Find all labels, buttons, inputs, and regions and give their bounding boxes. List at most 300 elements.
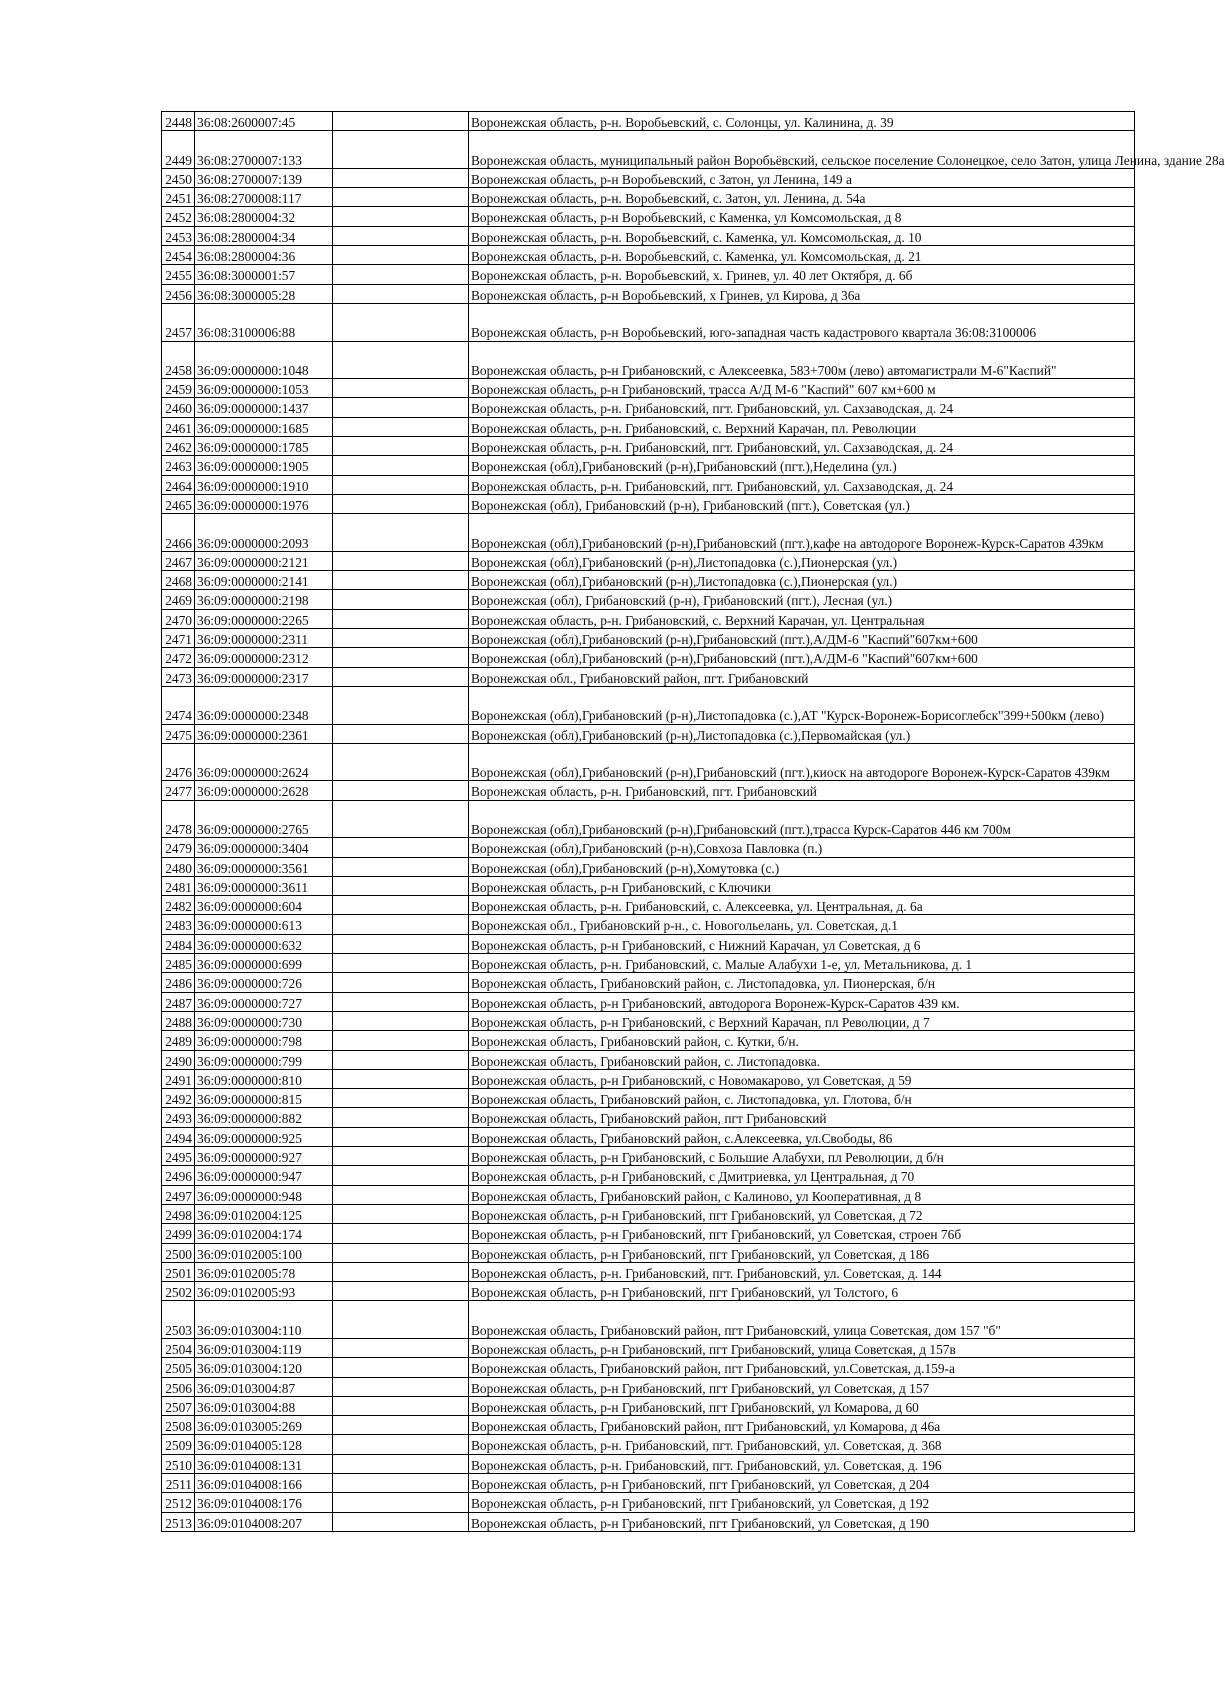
address-cell: Воронежская область, р-н. Грибановский, с. Верхний Карачан, ул. Центральная (469, 609, 1135, 628)
empty-cell (333, 1493, 469, 1512)
row-number: 2463 (162, 456, 195, 475)
address-cell: Воронежская область, р-н Грибановский, с Дмитриевка, ул Центральная, д 70 (469, 1166, 1135, 1185)
address-cell: Воронежская область, р-н. Грибановский, с. Малые Алабухи 1-е, ул. Метальникова, д. 1 (469, 954, 1135, 973)
table-row (162, 1089, 1135, 1108)
table-row (162, 1416, 1135, 1435)
cadastral-number: 36:09:0000000:2141 (195, 571, 333, 590)
cadastral-number: 36:09:0104005:128 (195, 1435, 333, 1454)
row-number: 2479 (162, 838, 195, 857)
table-row (162, 954, 1135, 973)
row-number: 2501 (162, 1262, 195, 1281)
row-number: 2488 (162, 1011, 195, 1030)
table-row (162, 514, 1135, 552)
empty-cell (333, 456, 469, 475)
empty-cell (333, 571, 469, 590)
empty-cell (333, 896, 469, 915)
address-cell: Воронежская (обл),Грибановский (р-н),Совхоза Павловка (п.) (469, 838, 1135, 857)
row-number: 2512 (162, 1493, 195, 1512)
table-row (162, 800, 1135, 838)
row-number: 2475 (162, 724, 195, 743)
registry-table-body (162, 112, 1225, 1532)
empty-cell (333, 341, 469, 379)
row-number: 2482 (162, 896, 195, 915)
cadastral-number: 36:08:2600007:45 (195, 112, 333, 131)
address-cell: Воронежская область, р-н Грибановский, пгт Грибановский, ул Советская, д 204 (469, 1474, 1135, 1493)
table-row (162, 1454, 1135, 1473)
empty-cell (333, 648, 469, 667)
empty-cell (333, 131, 469, 169)
empty-cell (333, 1224, 469, 1243)
table-row (162, 112, 1135, 131)
table-row (162, 379, 1135, 398)
row-number: 2499 (162, 1224, 195, 1243)
empty-cell (333, 168, 469, 187)
row-number: 2496 (162, 1166, 195, 1185)
table-row (162, 1262, 1135, 1281)
address-cell: Воронежская область, р-н. Воробьевский, х. Гринев, ул. 40 лет Октября, д. 6б (469, 265, 1135, 284)
table-row (162, 896, 1135, 915)
row-number: 2448 (162, 112, 195, 131)
row-number: 2502 (162, 1282, 195, 1301)
empty-cell (333, 246, 469, 265)
row-number: 2472 (162, 648, 195, 667)
address-cell: Воронежская область, р-н Грибановский, трасса А/Д М-6 "Каспий" 607 км+600 м (469, 379, 1135, 398)
cadastral-number: 36:09:0102005:100 (195, 1243, 333, 1262)
address-cell: Воронежская (обл),Грибановский (р-н),Листопадовка (с.),Пионерская (ул.) (469, 571, 1135, 590)
cadastral-number: 36:09:0000000:2312 (195, 648, 333, 667)
table-row (162, 494, 1135, 513)
address-cell: Воронежская область, р-н Грибановский, с Алексеевка, 583+700м (лево) автомагистрали М-6"Каспий" (469, 341, 1135, 379)
row-number: 2452 (162, 207, 195, 226)
row-number: 2471 (162, 629, 195, 648)
cadastral-number: 36:09:0102004:174 (195, 1224, 333, 1243)
address-cell: Воронежская область, р-н Грибановский, пгт Грибановский, ул Советская, д 190 (469, 1512, 1135, 1531)
cadastral-number: 36:09:0000000:3404 (195, 838, 333, 857)
address-cell: Воронежская (обл),Грибановский (р-н),Грибановский (пгт.),трасса Курск-Саратов 446 км 700м (469, 800, 1135, 838)
table-row (162, 1512, 1135, 1531)
table-row (162, 1282, 1135, 1301)
row-number: 2458 (162, 341, 195, 379)
cadastral-number: 36:09:0104008:166 (195, 1474, 333, 1493)
table-row (162, 838, 1135, 857)
row-number: 2465 (162, 494, 195, 513)
empty-cell (333, 226, 469, 245)
row-number: 2457 (162, 303, 195, 341)
cadastral-number: 36:09:0000000:730 (195, 1011, 333, 1030)
row-number: 2462 (162, 437, 195, 456)
cadastral-number: 36:09:0102004:125 (195, 1204, 333, 1223)
table-row (162, 934, 1135, 953)
row-number: 2480 (162, 857, 195, 876)
cadastral-number: 36:09:0000000:604 (195, 896, 333, 915)
row-number: 2453 (162, 226, 195, 245)
empty-cell (333, 1416, 469, 1435)
cadastral-number: 36:09:0000000:882 (195, 1108, 333, 1127)
empty-cell (333, 551, 469, 570)
cadastral-number: 36:09:0000000:2317 (195, 667, 333, 686)
cadastral-number: 36:08:2700008:117 (195, 188, 333, 207)
cadastral-number: 36:09:0103004:110 (195, 1301, 333, 1339)
table-row (162, 667, 1135, 686)
row-number: 2474 (162, 686, 195, 724)
table-row (162, 475, 1135, 494)
table-row (162, 724, 1135, 743)
empty-cell (333, 973, 469, 992)
table-row (162, 456, 1135, 475)
address-cell: Воронежская область, р-н. Грибановский, пгт. Грибановский, ул. Сахзаводская, д. 24 (469, 475, 1135, 494)
empty-cell (333, 1474, 469, 1493)
cadastral-number: 36:09:0000000:3611 (195, 876, 333, 895)
table-row (162, 1204, 1135, 1223)
empty-cell (333, 800, 469, 838)
cadastral-number: 36:08:2800004:34 (195, 226, 333, 245)
table-row (162, 1011, 1135, 1030)
address-cell: Воронежская область, р-н. Грибановский, пгт. Грибановский, ул. Сахзаводская, д. 24 (469, 398, 1135, 417)
row-number: 2460 (162, 398, 195, 417)
cadastral-number: 36:09:0000000:1905 (195, 456, 333, 475)
empty-cell (333, 1435, 469, 1454)
table-row (162, 1147, 1135, 1166)
empty-cell (333, 437, 469, 456)
table-row (162, 1166, 1135, 1185)
address-cell: Воронежская область, р-н Грибановский, пгт Грибановский, ул Советская, д 157 (469, 1377, 1135, 1396)
row-number: 2481 (162, 876, 195, 895)
table-row (162, 1050, 1135, 1069)
cadastral-number: 36:09:0000000:2628 (195, 781, 333, 800)
address-cell: Воронежская область, Грибановский район, с.Алексеевка, ул.Свободы, 86 (469, 1127, 1135, 1146)
address-cell: Воронежская (обл),Грибановский (р-н),Грибановский (пгт.),А/ДМ-6 "Каспий"607км+600 (469, 648, 1135, 667)
cadastral-number: 36:08:3000001:57 (195, 265, 333, 284)
row-number: 2503 (162, 1301, 195, 1339)
address-cell: Воронежская область, Грибановский район, пгт Грибановский (469, 1108, 1135, 1127)
empty-cell (333, 207, 469, 226)
empty-cell (333, 686, 469, 724)
address-cell: Воронежская (обл),Грибановский (р-н),Грибановский (пгт.),Неделина (ул.) (469, 456, 1135, 475)
cadastral-number: 36:09:0000000:2765 (195, 800, 333, 838)
cadastral-number: 36:09:0000000:927 (195, 1147, 333, 1166)
row-number: 2466 (162, 514, 195, 552)
row-number: 2497 (162, 1185, 195, 1204)
row-number: 2508 (162, 1416, 195, 1435)
row-number: 2493 (162, 1108, 195, 1127)
table-row (162, 188, 1135, 207)
table-row (162, 551, 1135, 570)
cadastral-number: 36:09:0000000:948 (195, 1185, 333, 1204)
table-row (162, 743, 1135, 781)
row-number: 2484 (162, 934, 195, 953)
cadastral-number: 36:09:0000000:799 (195, 1050, 333, 1069)
row-number: 2450 (162, 168, 195, 187)
row-number: 2483 (162, 915, 195, 934)
address-cell: Воронежская область, р-н. Грибановский, пгт. Грибановский, ул. Сахзаводская, д. 24 (469, 437, 1135, 456)
row-number: 2513 (162, 1512, 195, 1531)
row-number: 2468 (162, 571, 195, 590)
cadastral-number: 36:09:0000000:947 (195, 1166, 333, 1185)
row-number: 2476 (162, 743, 195, 781)
row-number: 2487 (162, 992, 195, 1011)
address-cell: Воронежская (обл), Грибановский (р-н), Грибановский (пгт.), Советская (ул.) (469, 494, 1135, 513)
cadastral-number: 36:09:0104008:207 (195, 1512, 333, 1531)
empty-cell (333, 1339, 469, 1358)
empty-cell (333, 724, 469, 743)
empty-cell (333, 629, 469, 648)
address-cell: Воронежская область, р-н Грибановский, пгт Грибановский, ул Советская, д 186 (469, 1243, 1135, 1262)
row-number: 2464 (162, 475, 195, 494)
cadastral-number: 36:09:0000000:727 (195, 992, 333, 1011)
table-row (162, 609, 1135, 628)
table-row (162, 1243, 1135, 1262)
table-row (162, 1224, 1135, 1243)
empty-cell (333, 475, 469, 494)
row-number: 2485 (162, 954, 195, 973)
cadastral-number: 36:08:2800004:36 (195, 246, 333, 265)
table-row (162, 1301, 1135, 1339)
table-row (162, 398, 1135, 417)
table-row (162, 207, 1135, 226)
address-cell: Воронежская область, р-н Грибановский, пгт Грибановский, ул Толстого, 6 (469, 1282, 1135, 1301)
row-number: 2505 (162, 1358, 195, 1377)
empty-cell (333, 1301, 469, 1339)
empty-cell (333, 1031, 469, 1050)
address-cell: Воронежская область, р-н. Грибановский, с. Верхний Карачан, пл. Революции (469, 417, 1135, 436)
cadastral-number: 36:09:0000000:3561 (195, 857, 333, 876)
empty-cell (333, 265, 469, 284)
cadastral-number: 36:08:2700007:139 (195, 168, 333, 187)
cadastral-number: 36:09:0000000:810 (195, 1069, 333, 1088)
empty-cell (333, 1069, 469, 1088)
table-row (162, 246, 1135, 265)
empty-cell (333, 743, 469, 781)
row-number: 2504 (162, 1339, 195, 1358)
row-number: 2495 (162, 1147, 195, 1166)
cadastral-number: 36:09:0000000:2121 (195, 551, 333, 570)
cadastral-number: 36:09:0000000:2093 (195, 514, 333, 552)
empty-cell (333, 1166, 469, 1185)
row-number: 2461 (162, 417, 195, 436)
empty-cell (333, 1204, 469, 1223)
cadastral-number: 36:09:0104008:131 (195, 1454, 333, 1473)
cadastral-number: 36:09:0000000:925 (195, 1127, 333, 1146)
table-row (162, 1069, 1135, 1088)
cadastral-number: 36:09:0000000:2361 (195, 724, 333, 743)
address-cell: Воронежская (обл),Грибановский (р-н),Листопадовка (с.),Первомайская (ул.) (469, 724, 1135, 743)
address-cell: Воронежская область, Грибановский район, пгт Грибановский, ул.Советская, д.159-а (469, 1358, 1135, 1377)
address-cell: Воронежская (обл),Грибановский (р-н),Листопадовка (с.),Пионерская (ул.) (469, 551, 1135, 570)
cadastral-number: 36:09:0103004:120 (195, 1358, 333, 1377)
cadastral-number: 36:09:0000000:2311 (195, 629, 333, 648)
table-row (162, 876, 1135, 895)
empty-cell (333, 915, 469, 934)
empty-cell (333, 934, 469, 953)
cadastral-number: 36:09:0000000:613 (195, 915, 333, 934)
table-row (162, 1493, 1135, 1512)
address-cell: Воронежская область, р-н. Воробьевский, с. Каменка, ул. Комсомольская, д. 10 (469, 226, 1135, 245)
table-row (162, 341, 1135, 379)
address-cell: Воронежская область, р-н Грибановский, с Ключики (469, 876, 1135, 895)
address-cell: Воронежская область, р-н. Грибановский, с. Алексеевка, ул. Центральная, д. 6а (469, 896, 1135, 915)
empty-cell (333, 1282, 469, 1301)
table-row (162, 1396, 1135, 1415)
cadastral-number: 36:09:0104008:176 (195, 1493, 333, 1512)
cadastral-number: 36:09:0000000:699 (195, 954, 333, 973)
address-cell: Воронежская область, р-н Грибановский, пгт Грибановский, ул Советская, д 72 (469, 1204, 1135, 1223)
address-cell: Воронежская область, р-н. Воробьевский, с. Затон, ул. Ленина, д. 54а (469, 188, 1135, 207)
row-number: 2510 (162, 1454, 195, 1473)
address-cell: Воронежская область, р-н Грибановский, пгт Грибановский, ул Советская, д 192 (469, 1493, 1135, 1512)
table-row (162, 168, 1135, 187)
address-cell: Воронежская (обл),Грибановский (р-н),Грибановский (пгт.),киоск на автодороге Воронеж-Курск-Саратов 439км (469, 743, 1135, 781)
row-number: 2498 (162, 1204, 195, 1223)
cadastral-number: 36:08:3000005:28 (195, 284, 333, 303)
row-number: 2491 (162, 1069, 195, 1088)
row-number: 2455 (162, 265, 195, 284)
empty-cell (333, 1512, 469, 1531)
table-row (162, 1435, 1135, 1454)
empty-cell (333, 838, 469, 857)
empty-cell (333, 494, 469, 513)
empty-cell (333, 1396, 469, 1415)
address-cell: Воронежская область, Грибановский район, с. Листопадовка, ул. Глотова, б/н (469, 1089, 1135, 1108)
table-row (162, 629, 1135, 648)
row-number: 2449 (162, 131, 195, 169)
table-row (162, 1339, 1135, 1358)
empty-cell (333, 1011, 469, 1030)
cadastral-number: 36:09:0000000:1048 (195, 341, 333, 379)
row-number: 2507 (162, 1396, 195, 1415)
empty-cell (333, 876, 469, 895)
address-cell: Воронежская область, р-н Воробьевский, с Затон, ул Ленина, 149 а (469, 168, 1135, 187)
table-row (162, 303, 1135, 341)
address-cell: Воронежская область, Грибановский район, с. Листопадовка. (469, 1050, 1135, 1069)
empty-cell (333, 1089, 469, 1108)
address-cell: Воронежская область, р-н Грибановский, пгт Грибановский, ул Комарова, д 60 (469, 1396, 1135, 1415)
empty-cell (333, 590, 469, 609)
cadastral-number: 36:09:0000000:632 (195, 934, 333, 953)
empty-cell (333, 1262, 469, 1281)
cadastral-number: 36:09:0000000:1910 (195, 475, 333, 494)
row-number: 2509 (162, 1435, 195, 1454)
empty-cell (333, 303, 469, 341)
table-row (162, 1377, 1135, 1396)
table-row (162, 992, 1135, 1011)
address-cell: Воронежская область, р-н. Грибановский, пгт. Грибановский, ул. Советская, д. 368 (469, 1435, 1135, 1454)
address-cell: Воронежская область, р-н Грибановский, автодорога Воронеж-Курск-Саратов 439 км. (469, 992, 1135, 1011)
address-cell: Воронежская (обл),Грибановский (р-н),Листопадовка (с.),АТ "Курск-Воронеж-Борисоглебск"399+500км (лево) (469, 686, 1135, 724)
empty-cell (333, 667, 469, 686)
empty-cell (333, 398, 469, 417)
row-number: 2454 (162, 246, 195, 265)
address-cell: Воронежская область, р-н Грибановский, с Нижний Карачан, ул Советская, д 6 (469, 934, 1135, 953)
row-number: 2492 (162, 1089, 195, 1108)
table-row (162, 1127, 1135, 1146)
table-row (162, 226, 1135, 245)
table-row (162, 1358, 1135, 1377)
address-cell: Воронежская (обл),Грибановский (р-н),Грибановский (пгт.),А/ДМ-6 "Каспий"607км+600 (469, 629, 1135, 648)
empty-cell (333, 1050, 469, 1069)
table-row (162, 437, 1135, 456)
address-cell: Воронежская область, р-н. Грибановский, пгт. Грибановский, ул. Советская, д. 144 (469, 1262, 1135, 1281)
empty-cell (333, 1454, 469, 1473)
empty-cell (333, 1147, 469, 1166)
empty-cell (333, 1185, 469, 1204)
empty-cell (333, 514, 469, 552)
row-number: 2451 (162, 188, 195, 207)
address-cell: Воронежская область, р-н. Грибановский, пгт. Грибановский, ул. Советская, д. 196 (469, 1454, 1135, 1473)
row-number: 2486 (162, 973, 195, 992)
address-cell: Воронежская область, Грибановский район, пгт Грибановский, улица Советская, дом 157 "б" (469, 1301, 1135, 1339)
table-row (162, 648, 1135, 667)
cadastral-number: 36:09:0103004:87 (195, 1377, 333, 1396)
address-cell: Воронежская (обл),Грибановский (р-н),Грибановский (пгт.),кафе на автодороге Воронеж-Курск-Саратов 439км (469, 514, 1135, 552)
address-cell: Воронежская область, р-н. Грибановский, пгт. Грибановский (469, 781, 1135, 800)
table-row (162, 781, 1135, 800)
table-row (162, 417, 1135, 436)
cadastral-number: 36:09:0102005:78 (195, 1262, 333, 1281)
cadastral-number: 36:09:0000000:1053 (195, 379, 333, 398)
address-cell: Воронежская (обл),Грибановский (р-н),Хомутовка (с.) (469, 857, 1135, 876)
cadastral-number: 36:09:0103005:269 (195, 1416, 333, 1435)
row-number: 2490 (162, 1050, 195, 1069)
row-number: 2500 (162, 1243, 195, 1262)
cadastral-number: 36:09:0000000:1976 (195, 494, 333, 513)
table-row (162, 973, 1135, 992)
address-cell: Воронежская обл., Грибановский район, пгт. Грибановский (469, 667, 1135, 686)
cadastral-number: 36:09:0000000:1437 (195, 398, 333, 417)
cadastral-number: 36:09:0000000:1685 (195, 417, 333, 436)
cadastral-number: 36:09:0103004:119 (195, 1339, 333, 1358)
address-cell: Воронежская область, р-н. Воробьевский, с. Каменка, ул. Комсомольская, д. 21 (469, 246, 1135, 265)
address-cell: Воронежская область, р-н Грибановский, с Новомакарово, ул Советская, д 59 (469, 1069, 1135, 1088)
address-cell: Воронежская область, р-н Грибановский, пгт Грибановский, улица Советская, д 157в (469, 1339, 1135, 1358)
address-cell: Воронежская область, Грибановский район, с Калиново, ул Кооперативная, д 8 (469, 1185, 1135, 1204)
empty-cell (333, 112, 469, 131)
empty-cell (333, 1108, 469, 1127)
empty-cell (333, 1358, 469, 1377)
row-number: 2511 (162, 1474, 195, 1493)
cadastral-number: 36:09:0102005:93 (195, 1282, 333, 1301)
table-row (162, 590, 1135, 609)
row-number: 2478 (162, 800, 195, 838)
empty-cell (333, 1377, 469, 1396)
table-row (162, 571, 1135, 590)
cadastral-number: 36:09:0000000:2624 (195, 743, 333, 781)
row-number: 2456 (162, 284, 195, 303)
address-cell: Воронежская область, р-н Грибановский, с Большие Алабухи, пл Революции, д б/н (469, 1147, 1135, 1166)
table-row (162, 1474, 1135, 1493)
row-number: 2506 (162, 1377, 195, 1396)
table-row (162, 131, 1135, 169)
cadastral-number: 36:09:0000000:726 (195, 973, 333, 992)
table-row (162, 686, 1135, 724)
address-cell: Воронежская область, Грибановский район, с. Кутки, б/н. (469, 1031, 1135, 1050)
cadastral-number: 36:09:0000000:798 (195, 1031, 333, 1050)
empty-cell (333, 781, 469, 800)
cadastral-number: 36:09:0103004:88 (195, 1396, 333, 1415)
empty-cell (333, 417, 469, 436)
address-cell: Воронежская область, Грибановский район, пгт Грибановский, ул Комарова, д 46а (469, 1416, 1135, 1435)
empty-cell (333, 188, 469, 207)
row-number: 2459 (162, 379, 195, 398)
empty-cell (333, 857, 469, 876)
cadastral-number: 36:08:2800004:32 (195, 207, 333, 226)
cadastral-number: 36:08:3100006:88 (195, 303, 333, 341)
row-number: 2470 (162, 609, 195, 628)
address-cell: Воронежская обл., Грибановский р-н., с. Новогольелань, ул. Советская, д.1 (469, 915, 1135, 934)
address-cell: Воронежская область, р-н. Воробьевский, с. Солонцы, ул. Калинина, д. 39 (469, 112, 1135, 131)
table-row (162, 1031, 1135, 1050)
address-cell: Воронежская (обл), Грибановский (р-н), Грибановский (пгт.), Лесная (ул.) (469, 590, 1135, 609)
table-row (162, 284, 1135, 303)
